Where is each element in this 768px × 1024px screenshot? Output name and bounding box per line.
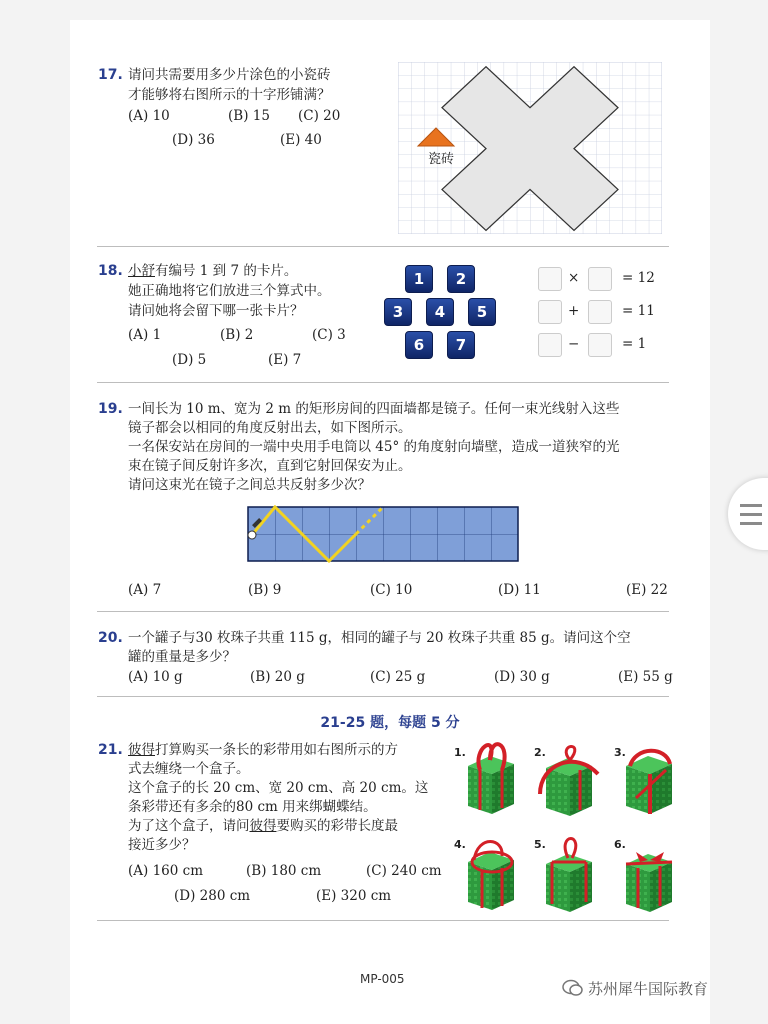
q21-option-a: (A) 160 cm	[128, 863, 203, 879]
q17-option-c: (C) 20	[298, 108, 341, 124]
q17-text-line2: 才能够将右图所示的十字形铺满？	[128, 87, 331, 103]
worksheet-page	[70, 20, 710, 1024]
equation-slot	[588, 267, 612, 291]
q18-text-line3: 请问她将会留下哪一张卡片？	[128, 303, 304, 319]
page-footer: MP-005	[360, 972, 405, 986]
q18-text-line2: 她正确地将它们放进三个算式中。	[128, 283, 331, 299]
q18-option-c: (C) 3	[312, 327, 346, 343]
q19-text-line2: 镜子都会以相同的角度反射出去，如下图所示。	[128, 420, 412, 436]
menu-icon[interactable]	[728, 478, 768, 550]
q21-text-line2: 式去缠绕一个盒子。	[128, 761, 250, 777]
q18-option-a: (A) 1	[128, 327, 162, 343]
q19-option-c: (C) 10	[370, 582, 413, 598]
q21-text-line6: 接近多少？	[128, 837, 196, 853]
gift-number: 6.	[614, 838, 626, 851]
q20-option-b: (B) 20 g	[250, 669, 305, 685]
cross-grid-figure	[398, 62, 662, 234]
equation-slot	[538, 300, 562, 324]
q18-option-e: (E) 7	[268, 352, 302, 368]
operator-plus: +	[568, 303, 580, 319]
q19-text-line1: 一间长为 10 m、宽为 2 m 的矩形房间的四面墙都是镜子。任何一束光线射入这些	[128, 401, 620, 417]
number-card: 2	[447, 265, 475, 293]
q20-text-line1: 一个罐子与30 枚珠子共重 115 g，相同的罐子与 20 枚珠子共重 85 g。请问这个空	[128, 630, 631, 646]
number-card: 7	[447, 331, 475, 359]
q20-option-c: (C) 25 g	[370, 669, 426, 685]
q19-number: 19.	[98, 401, 123, 417]
q19-text-line4: 束在镜子间反射许多次，直到它射回保安为止。	[128, 458, 412, 474]
number-card: 3	[384, 298, 412, 326]
gift-box-3	[626, 751, 672, 814]
operator-minus: −	[568, 336, 580, 352]
q21-text-line1: 彼得打算购买一条长的彩带用如右图所示的方	[128, 742, 398, 758]
gift-box-6	[626, 852, 672, 912]
divider	[97, 920, 669, 921]
gift-number: 4.	[454, 838, 466, 851]
number-card: 1	[405, 265, 433, 293]
q20-text-line2: 罐的重量是多少？	[128, 649, 236, 665]
number-card: 4	[426, 298, 454, 326]
gift-number: 3.	[614, 746, 626, 759]
q21-text-line4: 条彩带还有多余的80 cm 用来绑蝴蝶结。	[128, 799, 377, 815]
q21-number: 21.	[98, 742, 123, 758]
wechat-icon	[562, 978, 584, 998]
gift-number: 5.	[534, 838, 546, 851]
q17-number: 17.	[98, 67, 123, 83]
equation-result: = 12	[622, 270, 655, 286]
q21-option-e: (E) 320 cm	[316, 888, 392, 904]
q17-text-line1: 请问共需要用多少片涂色的小瓷砖	[128, 67, 331, 83]
q19-option-a: (A) 7	[128, 582, 162, 598]
q21-text-line5: 为了这个盒子，请问彼得要购买的彩带长度最	[128, 818, 398, 834]
q19-text-line3: 一名保安站在房间的一端中央用手电筒以 45° 的角度射向墙壁，造成一道狭窄的光	[128, 439, 620, 455]
gift-number: 2.	[534, 746, 546, 759]
tile-label: 瓷砖	[428, 152, 455, 167]
gift-box-5	[546, 839, 592, 913]
equation-result: = 11	[622, 303, 655, 319]
divider	[97, 696, 669, 697]
equation-slot	[538, 333, 562, 357]
operator-times: ×	[568, 270, 580, 286]
gift-box-figures	[462, 732, 690, 922]
q20-number: 20.	[98, 630, 123, 646]
divider	[97, 611, 669, 612]
number-card: 6	[405, 331, 433, 359]
divider	[97, 246, 669, 247]
gift-box-2	[540, 746, 598, 816]
number-card: 5	[468, 298, 496, 326]
mirror-room-diagram	[246, 505, 524, 565]
equation-slot	[538, 267, 562, 291]
q19-option-d: (D) 11	[498, 582, 541, 598]
q17-option-d: (D) 36	[172, 132, 215, 148]
q21-text-line3: 这个盒子的长 20 cm、宽 20 cm、高 20 cm。这	[128, 780, 429, 796]
gift-box-4	[468, 842, 514, 911]
q21-option-b: (B) 180 cm	[246, 863, 322, 879]
q19-option-e: (E) 22	[626, 582, 668, 598]
section-heading: 21-25 题，每题 5 分	[320, 715, 460, 731]
q20-option-a: (A) 10 g	[128, 669, 183, 685]
q17-option-a: (A) 10	[128, 108, 170, 124]
q20-option-d: (D) 30 g	[494, 669, 550, 685]
q20-option-e: (E) 55 g	[618, 669, 673, 685]
watermark-text: 苏州犀牛国际教育	[588, 980, 709, 998]
equation-slot	[588, 300, 612, 324]
q19-option-b: (B) 9	[248, 582, 282, 598]
q17-option-b: (B) 15	[228, 108, 270, 124]
q21-option-d: (D) 280 cm	[174, 888, 251, 904]
q17-option-e: (E) 40	[280, 132, 322, 148]
divider	[97, 382, 669, 383]
equation-slot	[588, 333, 612, 357]
q19-text-line5: 请问这束光在镜子之间总共反射多少次？	[128, 477, 371, 493]
q18-option-d: (D) 5	[172, 352, 207, 368]
gift-number: 1.	[454, 746, 466, 759]
q18-text-line1: 小舒有编号 1 到 7 的卡片。	[128, 263, 298, 279]
equation-result: = 1	[622, 336, 647, 352]
q18-number: 18.	[98, 263, 123, 279]
guard-icon	[248, 531, 256, 539]
q21-option-c: (C) 240 cm	[366, 863, 442, 879]
gift-box-1	[468, 744, 514, 814]
q18-option-b: (B) 2	[220, 327, 254, 343]
